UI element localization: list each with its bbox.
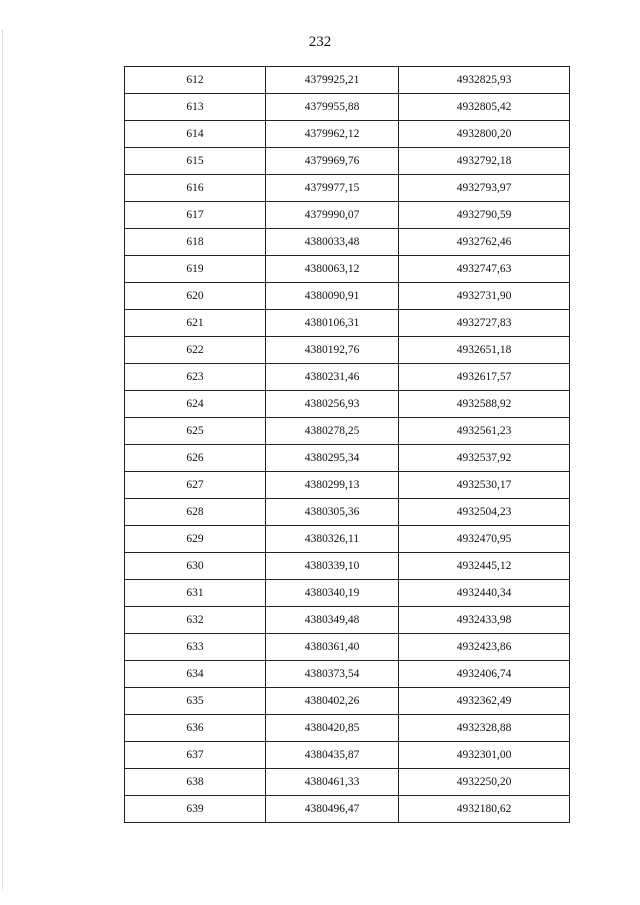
x-coordinate-cell: 4380231,46 <box>266 364 399 391</box>
y-coordinate-cell: 4932470,95 <box>399 526 570 553</box>
point-number-cell: 629 <box>125 526 266 553</box>
point-number-cell: 627 <box>125 472 266 499</box>
y-coordinate-cell: 4932440,34 <box>399 580 570 607</box>
table-row <box>125 499 570 526</box>
y-coordinate-cell: 4932504,23 <box>399 499 570 526</box>
point-number-cell: 620 <box>125 283 266 310</box>
x-coordinate-cell: 4380435,87 <box>266 742 399 769</box>
x-coordinate-cell: 4379925,21 <box>266 67 399 94</box>
table-row <box>125 229 570 256</box>
coordinates-table <box>124 66 570 823</box>
table-row <box>125 94 570 121</box>
y-coordinate-cell: 4932561,23 <box>399 418 570 445</box>
table-row <box>125 769 570 796</box>
y-coordinate-cell: 4932825,93 <box>399 67 570 94</box>
y-coordinate-cell: 4932406,74 <box>399 661 570 688</box>
table-row <box>125 742 570 769</box>
point-number-cell: 630 <box>125 553 266 580</box>
table-row <box>125 715 570 742</box>
y-coordinate-cell: 4932805,42 <box>399 94 570 121</box>
x-coordinate-cell: 4379955,88 <box>266 94 399 121</box>
x-coordinate-cell: 4380349,48 <box>266 607 399 634</box>
point-number-cell: 612 <box>125 67 266 94</box>
y-coordinate-cell: 4932530,17 <box>399 472 570 499</box>
table-row <box>125 391 570 418</box>
coordinates-table-body <box>125 67 570 823</box>
y-coordinate-cell: 4932727,83 <box>399 310 570 337</box>
x-coordinate-cell: 4380106,31 <box>266 310 399 337</box>
x-coordinate-cell: 4380033,48 <box>266 229 399 256</box>
point-number-cell: 621 <box>125 310 266 337</box>
x-coordinate-cell: 4380278,25 <box>266 418 399 445</box>
table-row <box>125 283 570 310</box>
page-number: 232 <box>308 34 332 50</box>
x-coordinate-cell: 4380305,36 <box>266 499 399 526</box>
y-coordinate-cell: 4932588,92 <box>399 391 570 418</box>
table-row <box>125 796 570 823</box>
point-number-cell: 628 <box>125 499 266 526</box>
y-coordinate-cell: 4932362,49 <box>399 688 570 715</box>
y-coordinate-cell: 4932180,62 <box>399 796 570 823</box>
y-coordinate-cell: 4932250,20 <box>399 769 570 796</box>
point-number-cell: 617 <box>125 202 266 229</box>
x-coordinate-cell: 4380063,12 <box>266 256 399 283</box>
y-coordinate-cell: 4932423,86 <box>399 634 570 661</box>
x-coordinate-cell: 4380256,93 <box>266 391 399 418</box>
point-number-cell: 616 <box>125 175 266 202</box>
point-number-cell: 625 <box>125 418 266 445</box>
point-number-cell: 613 <box>125 94 266 121</box>
y-coordinate-cell: 4932328,88 <box>399 715 570 742</box>
x-coordinate-cell: 4379969,76 <box>266 148 399 175</box>
x-coordinate-cell: 4380496,47 <box>266 796 399 823</box>
y-coordinate-cell: 4932793,97 <box>399 175 570 202</box>
y-coordinate-cell: 4932537,92 <box>399 445 570 472</box>
x-coordinate-cell: 4379977,15 <box>266 175 399 202</box>
x-coordinate-cell: 4380090,91 <box>266 283 399 310</box>
table-row <box>125 661 570 688</box>
table-row <box>125 580 570 607</box>
x-coordinate-cell: 4380295,34 <box>266 445 399 472</box>
point-number-cell: 635 <box>125 688 266 715</box>
table-row <box>125 337 570 364</box>
table-row <box>125 418 570 445</box>
point-number-cell: 626 <box>125 445 266 472</box>
y-coordinate-cell: 4932747,63 <box>399 256 570 283</box>
table-row <box>125 121 570 148</box>
point-number-cell: 622 <box>125 337 266 364</box>
y-coordinate-cell: 4932792,18 <box>399 148 570 175</box>
y-coordinate-cell: 4932762,46 <box>399 229 570 256</box>
point-number-cell: 615 <box>125 148 266 175</box>
point-number-cell: 631 <box>125 580 266 607</box>
point-number-cell: 636 <box>125 715 266 742</box>
point-number-cell: 619 <box>125 256 266 283</box>
x-coordinate-cell: 4380192,76 <box>266 337 399 364</box>
table-row <box>125 310 570 337</box>
point-number-cell: 632 <box>125 607 266 634</box>
x-coordinate-cell: 4380299,13 <box>266 472 399 499</box>
point-number-cell: 634 <box>125 661 266 688</box>
y-coordinate-cell: 4932617,57 <box>399 364 570 391</box>
table-row <box>125 634 570 661</box>
x-coordinate-cell: 4379962,12 <box>266 121 399 148</box>
point-number-cell: 637 <box>125 742 266 769</box>
x-coordinate-cell: 4380339,10 <box>266 553 399 580</box>
point-number-cell: 614 <box>125 121 266 148</box>
y-coordinate-cell: 4932433,98 <box>399 607 570 634</box>
table-row <box>125 175 570 202</box>
x-coordinate-cell: 4380326,11 <box>266 526 399 553</box>
point-number-cell: 623 <box>125 364 266 391</box>
point-number-cell: 639 <box>125 796 266 823</box>
x-coordinate-cell: 4380420,85 <box>266 715 399 742</box>
point-number-cell: 633 <box>125 634 266 661</box>
table-row <box>125 256 570 283</box>
y-coordinate-cell: 4932800,20 <box>399 121 570 148</box>
scan-edge-line <box>2 30 3 890</box>
table-row <box>125 148 570 175</box>
table-row <box>125 202 570 229</box>
x-coordinate-cell: 4379990,07 <box>266 202 399 229</box>
x-coordinate-cell: 4380361,40 <box>266 634 399 661</box>
table-row <box>125 364 570 391</box>
x-coordinate-cell: 4380461,33 <box>266 769 399 796</box>
table-row <box>125 67 570 94</box>
table-row <box>125 445 570 472</box>
y-coordinate-cell: 4932445,12 <box>399 553 570 580</box>
table-row <box>125 553 570 580</box>
point-number-cell: 618 <box>125 229 266 256</box>
table-row <box>125 688 570 715</box>
point-number-cell: 638 <box>125 769 266 796</box>
x-coordinate-cell: 4380373,54 <box>266 661 399 688</box>
y-coordinate-cell: 4932731,90 <box>399 283 570 310</box>
y-coordinate-cell: 4932301,00 <box>399 742 570 769</box>
table-row <box>125 526 570 553</box>
x-coordinate-cell: 4380402,26 <box>266 688 399 715</box>
table-row <box>125 472 570 499</box>
x-coordinate-cell: 4380340,19 <box>266 580 399 607</box>
y-coordinate-cell: 4932790,59 <box>399 202 570 229</box>
point-number-cell: 624 <box>125 391 266 418</box>
y-coordinate-cell: 4932651,18 <box>399 337 570 364</box>
table-row <box>125 607 570 634</box>
